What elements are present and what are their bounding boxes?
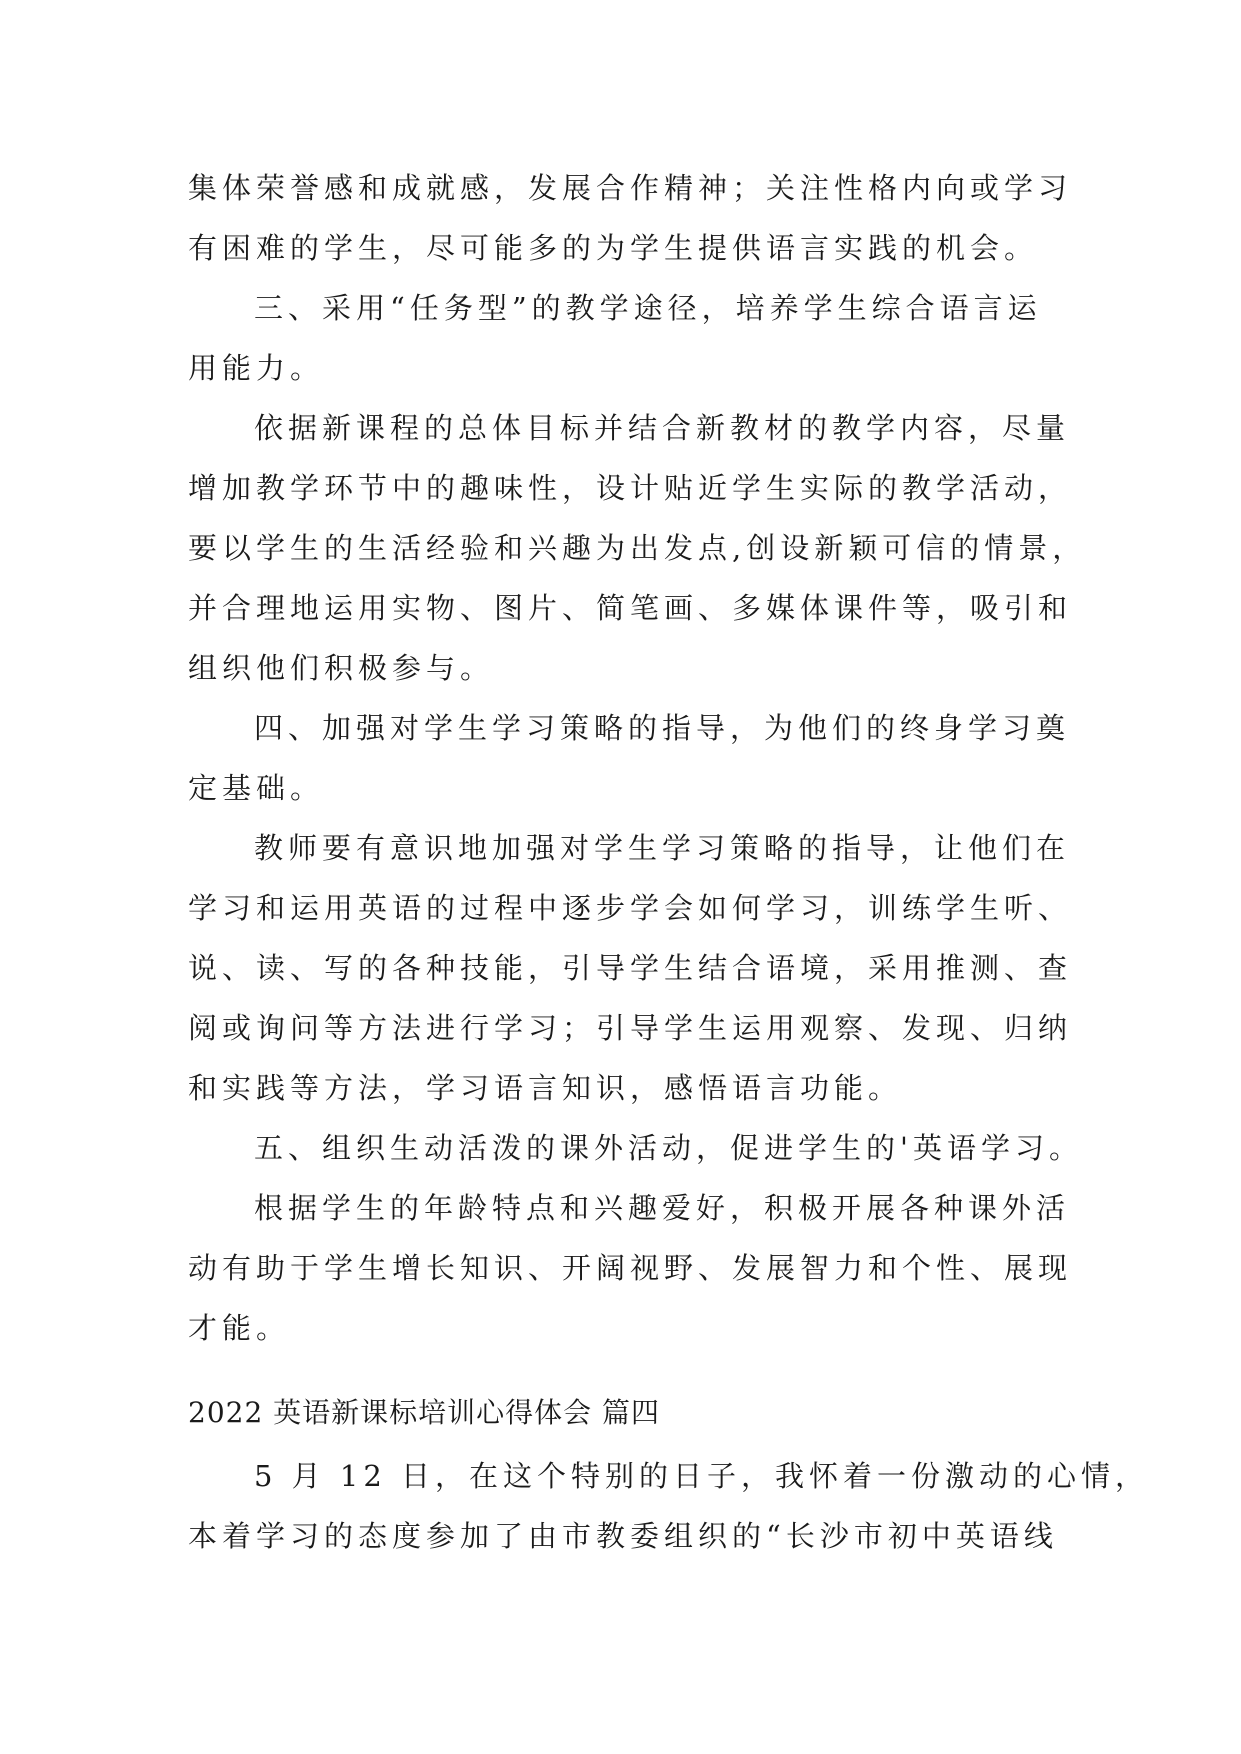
paragraph-line: 集体荣誉感和成就感，发展合作精神；关注性格内向或学习: [188, 171, 1073, 205]
paragraph-line: 5 月 12 日，在这个特别的日子，我怀着一份激动的心情，: [254, 1459, 1150, 1493]
paragraph-line: 和实践等方法，学习语言知识，感悟语言功能。: [188, 1071, 903, 1105]
section-title-line: 定基础。: [188, 771, 325, 805]
body-text-section: [188, 158, 1087, 1358]
paragraph-line: 阅或询问等方法进行学习；引导学生运用观察、发现、归纳: [188, 1011, 1073, 1045]
article-heading: 2022 英语新课标培训心得体会 篇四: [188, 1396, 661, 1429]
section-title-line: 用能力。: [188, 351, 325, 385]
paragraph-line: 才能。: [188, 1311, 291, 1345]
paragraph-line: 教师要有意识地加强对学生学习策略的指导，让他们在: [254, 831, 1071, 865]
paragraph-line: 本着学习的态度参加了由市教委组织的“长沙市初中英语线: [188, 1519, 1058, 1553]
paragraph-line: 说、读、写的各种技能，引导学生结合语境，采用推测、查: [188, 951, 1073, 985]
paragraph-line: 依据新课程的总体目标并结合新教材的教学内容，尽量: [254, 411, 1071, 445]
body-text-section-2: [188, 1446, 1150, 1566]
paragraph-line: 组织他们积极参与。: [188, 651, 495, 685]
section-title-line: 三、采用“任务型”的教学途径，培养学生综合语言运: [254, 291, 1042, 325]
paragraph-line: 有困难的学生，尽可能多的为学生提供语言实践的机会。: [188, 231, 1039, 265]
paragraph-line: 增加教学环节中的趣味性，设计贴近学生实际的教学活动，: [188, 471, 1073, 505]
section-title-line: 四、加强对学生学习策略的指导，为他们的终身学习奠: [254, 711, 1071, 745]
paragraph-line: 动有助于学生增长知识、开阔视野、发展智力和个性、展现: [188, 1251, 1073, 1285]
section-title-line: 五、组织生动活泼的课外活动，促进学生的'英语学习。: [254, 1131, 1083, 1165]
paragraph-line: 学习和运用英语的过程中逐步学会如何学习，训练学生听、: [188, 891, 1073, 925]
paragraph-line: 根据学生的年龄特点和兴趣爱好，积极开展各种课外活: [254, 1191, 1071, 1225]
paragraph-line: 要以学生的生活经验和兴趣为出发点,创设新颖可信的情景，: [188, 531, 1087, 565]
paragraph-line: 并合理地运用实物、图片、简笔画、多媒体课件等，吸引和: [188, 591, 1073, 625]
